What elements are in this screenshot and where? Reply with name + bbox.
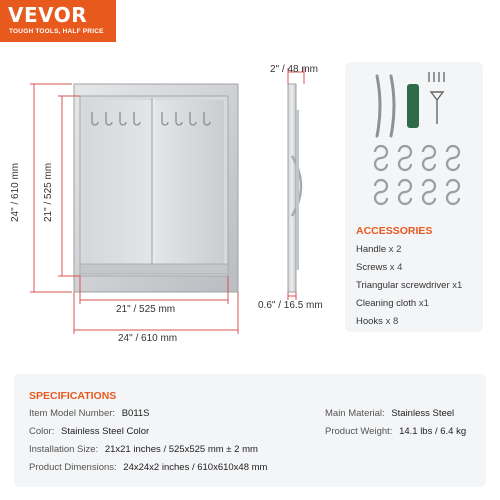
accessories-title: ACCESSORIES — [356, 225, 433, 237]
spec-value: Stainless Steel Color — [60, 426, 150, 437]
spec-value: 24x24x2 inches / 610x610x48 mm — [123, 462, 268, 473]
specifications-panel — [14, 374, 486, 487]
spec-label: Product Weight: — [325, 426, 393, 437]
spec-product-dimensions — [29, 462, 267, 473]
spec-weight — [325, 426, 466, 437]
accessory-item — [356, 280, 462, 291]
spec-value: 21x21 inches / 525x525 mm ± 2 mm — [104, 444, 258, 455]
spec-value: 14.1 lbs / 6.4 kg — [399, 426, 467, 437]
accessory-name: Handle — [356, 244, 387, 255]
accessory-item — [356, 244, 401, 255]
spec-label: Product Dimensions: — [29, 462, 117, 473]
accessory-item — [356, 262, 402, 273]
accessory-qty: x 4 — [389, 262, 403, 273]
spec-material — [325, 408, 454, 419]
door-side-view — [288, 84, 301, 292]
hook-icon — [375, 146, 459, 204]
spec-label: Main Material: — [325, 408, 385, 419]
label-flange: 0.6" / 16.5 mm — [258, 300, 323, 311]
spec-value: B011S — [121, 408, 150, 419]
screw-icon — [429, 72, 444, 82]
accessory-item — [356, 298, 429, 309]
accessory-qty: x 8 — [385, 316, 399, 327]
dim-flange — [288, 292, 296, 300]
label-inner-height: 21" / 525 mm — [43, 162, 54, 222]
spec-installation-size — [29, 444, 258, 455]
accessory-qty: x1 — [418, 298, 429, 309]
label-depth: 2" / 48 mm — [270, 64, 319, 75]
spec-value: Stainless Steel — [391, 408, 455, 419]
accessory-name: Cleaning cloth — [356, 298, 417, 309]
handle-icon — [377, 76, 394, 136]
spec-label: Item Model Number: — [29, 408, 116, 419]
accessories-panel — [345, 62, 483, 332]
cleaning-cloth-icon — [407, 84, 419, 128]
accessory-item — [356, 316, 398, 327]
spec-model — [29, 408, 150, 419]
accessories-illustration — [345, 62, 483, 222]
label-inner-width: 21" / 525 mm — [116, 304, 176, 315]
logo-brand-text: VEVOR — [8, 3, 88, 27]
screwdriver-icon — [431, 92, 443, 124]
accessory-qty: x 2 — [388, 244, 402, 255]
spec-label: Color: — [29, 426, 55, 437]
accessory-qty: x1 — [452, 280, 463, 291]
spec-color — [29, 426, 149, 437]
label-outer-width: 24" / 610 mm — [118, 333, 178, 344]
accessory-name: Triangular screwdriver — [356, 280, 450, 291]
specifications-title: SPECIFICATIONS — [29, 390, 117, 402]
logo-tagline: TOUGH TOOLS, HALF PRICE — [9, 28, 104, 35]
accessory-name: Hooks — [356, 316, 383, 327]
label-outer-height: 24" / 610 mm — [10, 162, 21, 222]
accessory-name: Screws — [356, 262, 388, 273]
spec-label: Installation Size: — [29, 444, 99, 455]
